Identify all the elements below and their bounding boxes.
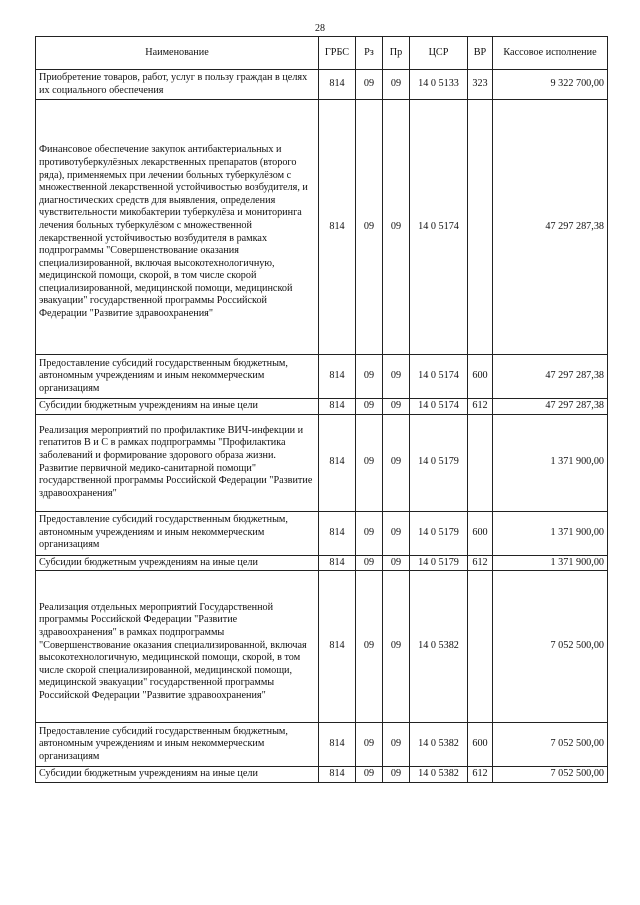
row-vr: [468, 100, 493, 355]
row-rz: 09: [356, 414, 383, 511]
row-vr: 612: [468, 399, 493, 415]
row-name: Предоставление субсидий государственным бюджетным, автономным учреждениям и иным некоммерческим организациям: [36, 723, 319, 767]
row-amount: 47 297 287,38: [493, 355, 608, 399]
row-grbs: 814: [319, 511, 356, 555]
row-rz: 09: [356, 70, 383, 100]
row-vr: 323: [468, 70, 493, 100]
row-grbs: 814: [319, 70, 356, 100]
row-name: Субсидии бюджетным учреждениям на иные цели: [36, 767, 319, 783]
header-vr: ВР: [468, 37, 493, 70]
row-name: Субсидии бюджетным учреждениям на иные цели: [36, 555, 319, 571]
table-row: [36, 70, 608, 100]
header-amount: Кассовое исполнение: [493, 37, 608, 70]
row-vr: 600: [468, 355, 493, 399]
row-rz: 09: [356, 399, 383, 415]
row-pr: 09: [383, 70, 410, 100]
row-csr: 14 0 5382: [410, 723, 468, 767]
row-grbs: 814: [319, 767, 356, 783]
table-row: [36, 571, 608, 723]
row-csr: 14 0 5174: [410, 355, 468, 399]
row-name: Субсидии бюджетным учреждениям на иные цели: [36, 399, 319, 415]
row-amount: 7 052 500,00: [493, 571, 608, 723]
row-amount: 7 052 500,00: [493, 723, 608, 767]
row-csr: 14 0 5179: [410, 414, 468, 511]
table-row: [36, 767, 608, 783]
row-pr: 09: [383, 555, 410, 571]
table-header-row: [36, 37, 608, 70]
row-grbs: 814: [319, 355, 356, 399]
row-rz: 09: [356, 355, 383, 399]
header-csr: ЦСР: [410, 37, 468, 70]
row-csr: 14 0 5174: [410, 100, 468, 355]
row-vr: 612: [468, 767, 493, 783]
row-grbs: 814: [319, 723, 356, 767]
budget-execution-table: [35, 36, 608, 783]
table-row: [36, 399, 608, 415]
row-name: Предоставление субсидий государственным бюджетным, автономным учреждениям и иным некоммерческим организациям: [36, 511, 319, 555]
table-row: [36, 414, 608, 511]
row-name: Реализация мероприятий по профилактике ВИЧ-инфекции и гепатитов В и С в рамках подпрограммы "Профилактика заболеваний и формирование здорового образа жизни. Развитие первичной медико-санитарной помощи" государственной программы Российской Федерации "Развитие здравоохранения": [36, 414, 319, 511]
row-vr: 600: [468, 723, 493, 767]
page-number: 28: [315, 23, 325, 34]
header-grbs: ГРБС: [319, 37, 356, 70]
row-amount: 47 297 287,38: [493, 100, 608, 355]
row-pr: 09: [383, 100, 410, 355]
row-csr: 14 0 5179: [410, 555, 468, 571]
row-name: Приобретение товаров, работ, услуг в пользу граждан в целях их социального обеспечения: [36, 70, 319, 100]
row-csr: 14 0 5382: [410, 571, 468, 723]
row-amount: 1 371 900,00: [493, 555, 608, 571]
row-grbs: 814: [319, 414, 356, 511]
row-vr: [468, 414, 493, 511]
row-pr: 09: [383, 414, 410, 511]
table-row: [36, 100, 608, 355]
row-csr: 14 0 5382: [410, 767, 468, 783]
table-row: [36, 555, 608, 571]
row-rz: 09: [356, 100, 383, 355]
row-rz: 09: [356, 571, 383, 723]
table-row: [36, 723, 608, 767]
row-rz: 09: [356, 511, 383, 555]
row-csr: 14 0 5133: [410, 70, 468, 100]
row-vr: 612: [468, 555, 493, 571]
table-row: [36, 355, 608, 399]
row-vr: 600: [468, 511, 493, 555]
row-csr: 14 0 5174: [410, 399, 468, 415]
row-grbs: 814: [319, 571, 356, 723]
table-row: [36, 511, 608, 555]
row-name: Финансовое обеспечение закупок антибактериальных и противотуберкулёзных лекарственных препаратов (второго ряда), применяемых при лечении больных туберкулёзом с множественной лекарственной устойчивостью возбудителя, и диагностических средств для выявления, определения чувствительности микобактерии туберкулёза и мониторинга лечения больных туберкулёзом с множественной лекарственной устойчивостью возбудителя в рамках подпрограммы "Совершенствование оказания специализированной, включая высокотехнологичную, медицинской помощи, скорой, в том числе скорой специализированной, медицинской помощи, медицинской эвакуации" государственной программы Российской Федерации "Развитие здравоохранения": [36, 100, 319, 355]
row-pr: 09: [383, 399, 410, 415]
row-amount: 1 371 900,00: [493, 414, 608, 511]
row-pr: 09: [383, 355, 410, 399]
row-pr: 09: [383, 723, 410, 767]
row-grbs: 814: [319, 399, 356, 415]
row-name: Реализация отдельных мероприятий Государственной программы Российской Федерации "Развитие здравоохранения" в рамках подпрограммы "Совершенствование оказания специализированной, включая высокотехнологичную, медицинской помощи, скорой, в том числе скорой специализированной, медицинской помощи, медицинской эвакуации" государственной программы Российской Федерации "Развитие здравоохранения": [36, 571, 319, 723]
row-amount: 1 371 900,00: [493, 511, 608, 555]
row-name: Предоставление субсидий государственным бюджетным, автономным учреждениям и иным некоммерческим организациям: [36, 355, 319, 399]
row-csr: 14 0 5179: [410, 511, 468, 555]
row-grbs: 814: [319, 555, 356, 571]
row-rz: 09: [356, 723, 383, 767]
row-amount: 9 322 700,00: [493, 70, 608, 100]
row-vr: [468, 571, 493, 723]
header-name: Наименование: [36, 37, 319, 70]
row-pr: 09: [383, 511, 410, 555]
row-rz: 09: [356, 767, 383, 783]
header-rz: Рз: [356, 37, 383, 70]
header-pr: Пр: [383, 37, 410, 70]
row-grbs: 814: [319, 100, 356, 355]
row-amount: 47 297 287,38: [493, 399, 608, 415]
row-pr: 09: [383, 767, 410, 783]
row-pr: 09: [383, 571, 410, 723]
row-amount: 7 052 500,00: [493, 767, 608, 783]
row-rz: 09: [356, 555, 383, 571]
